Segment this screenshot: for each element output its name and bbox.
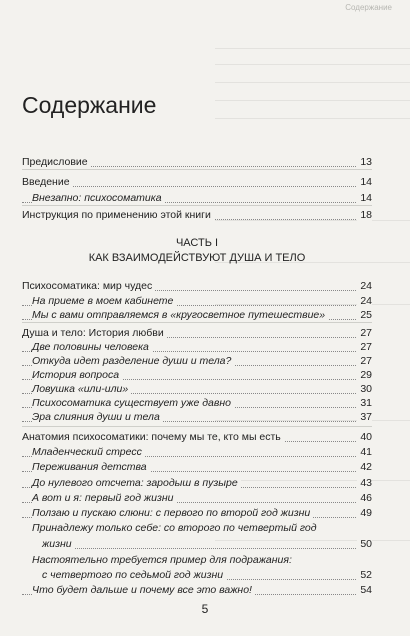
toc-subentry [22,340,372,354]
toc-entry-page: 40 [357,430,372,444]
toc-entry-page: 50 [357,537,372,551]
part-title: КАК ВЗАИМОДЕЙСТВУЮТ ДУША И ТЕЛО [88,252,306,264]
toc-entry-title: Ползаю и пускаю слюни: с первого по второй год жизни [32,506,313,520]
toc-entry-page: 37 [357,410,372,424]
toc-entry-page: 24 [357,294,372,308]
divider [22,169,372,170]
toc-entry-title: Предисловие [22,155,91,169]
toc-subentry [22,460,372,474]
toc-subentry [22,410,372,424]
toc-entry-title: Анатомия психосоматики: почему мы те, кто мы есть [22,430,284,444]
toc-entry-page: 25 [357,308,372,322]
toc-entry-page: 14 [357,191,372,205]
toc-subentry [22,445,372,459]
toc-subentry-continuation [22,568,372,582]
toc-entry-title: Душа и тело: История любви [22,326,167,340]
toc-entry-page: 31 [357,396,372,410]
toc-entry [22,208,372,222]
toc-entry-title: Введение [22,175,73,189]
toc-subentry [22,506,372,520]
toc-entry-title: Инструкция по применению этой книги [22,208,214,222]
toc-entry [22,326,372,340]
toc-entry-page: 29 [357,368,372,382]
toc-subentry-continuation [22,537,372,551]
toc-entry-title: Переживания детства [32,460,150,474]
toc-entry-page: 42 [357,460,372,474]
toc-entry-title: Эра слияния души и тела [32,410,163,424]
toc-entry-page: 43 [357,476,372,490]
toc-entry-title: жизни [42,537,75,551]
toc-entry-page: 46 [357,491,372,505]
toc-entry [22,279,372,293]
toc-entry [22,155,372,169]
toc-entry-title: Две половины человека [32,340,152,354]
toc-entry-title: Младенческий стресс [32,445,145,459]
toc-entry-title: Принадлежу только себе: со второго по четвертый год [32,521,320,535]
toc-entry [22,430,372,444]
toc-entry-page: 13 [357,155,372,169]
toc-subentry [22,294,372,308]
toc-entry-title: Внезапно: психосоматика [32,191,165,205]
toc-subentry [22,583,372,597]
toc-entry-page: 49 [357,506,372,520]
toc-entry-title: Мы с вами отправляемся в «кругосветное путешествие» [32,308,328,322]
dot-leader [42,548,356,549]
toc-entry-title: Психосоматика: мир чудес [22,279,155,293]
toc-subentry [22,521,372,535]
page-title: Содержание [22,92,157,118]
toc-entry-title: Психосоматика существует уже давно [32,396,234,410]
toc-entry-page: 27 [357,340,372,354]
divider [22,322,372,323]
toc-entry-page: 27 [357,326,372,340]
toc-entry-title: На приеме в моем кабинете [32,294,176,308]
toc-entry-title: До нулевого отсчета: зародыш в пузыре [32,476,241,490]
toc-subentry [22,476,372,490]
part-label: ЧАСТЬ I [175,237,219,249]
toc-entry-title: Откуда идет разделение души и тела? [32,354,234,368]
toc-entry-page: 54 [357,583,372,597]
toc-entry-title: с четвертого по седьмой год жизни [42,568,226,582]
toc-entry-title: История вопроса [32,368,122,382]
toc-entry [22,175,372,189]
divider [22,426,372,427]
page-number: 5 [201,602,209,616]
toc-subentry [22,308,372,322]
running-header: Содержание [345,3,392,12]
toc-subentry [22,368,372,382]
toc-subentry [22,553,372,567]
toc-subentry [22,354,372,368]
toc-entry-title: А вот и я: первый год жизни [32,491,176,505]
toc-subentry [22,382,372,396]
toc-entry-title: Ловушка «или-или» [32,382,131,396]
toc-subentry [22,396,372,410]
toc-entry-page: 30 [357,382,372,396]
toc-subentry [22,191,372,205]
toc-entry-page: 52 [357,568,372,582]
divider [22,205,372,206]
toc-entry-page: 41 [357,445,372,459]
toc-entry-page: 18 [357,208,372,222]
toc-entry-page: 14 [357,175,372,189]
toc-entry-title: Настоятельно требуется пример для подражания: [32,553,295,567]
toc-entry-page: 24 [357,279,372,293]
toc-entry-page: 27 [357,354,372,368]
toc-subentry [22,491,372,505]
toc-entry-title: Что будет дальше и почему все это важно! [32,583,255,597]
